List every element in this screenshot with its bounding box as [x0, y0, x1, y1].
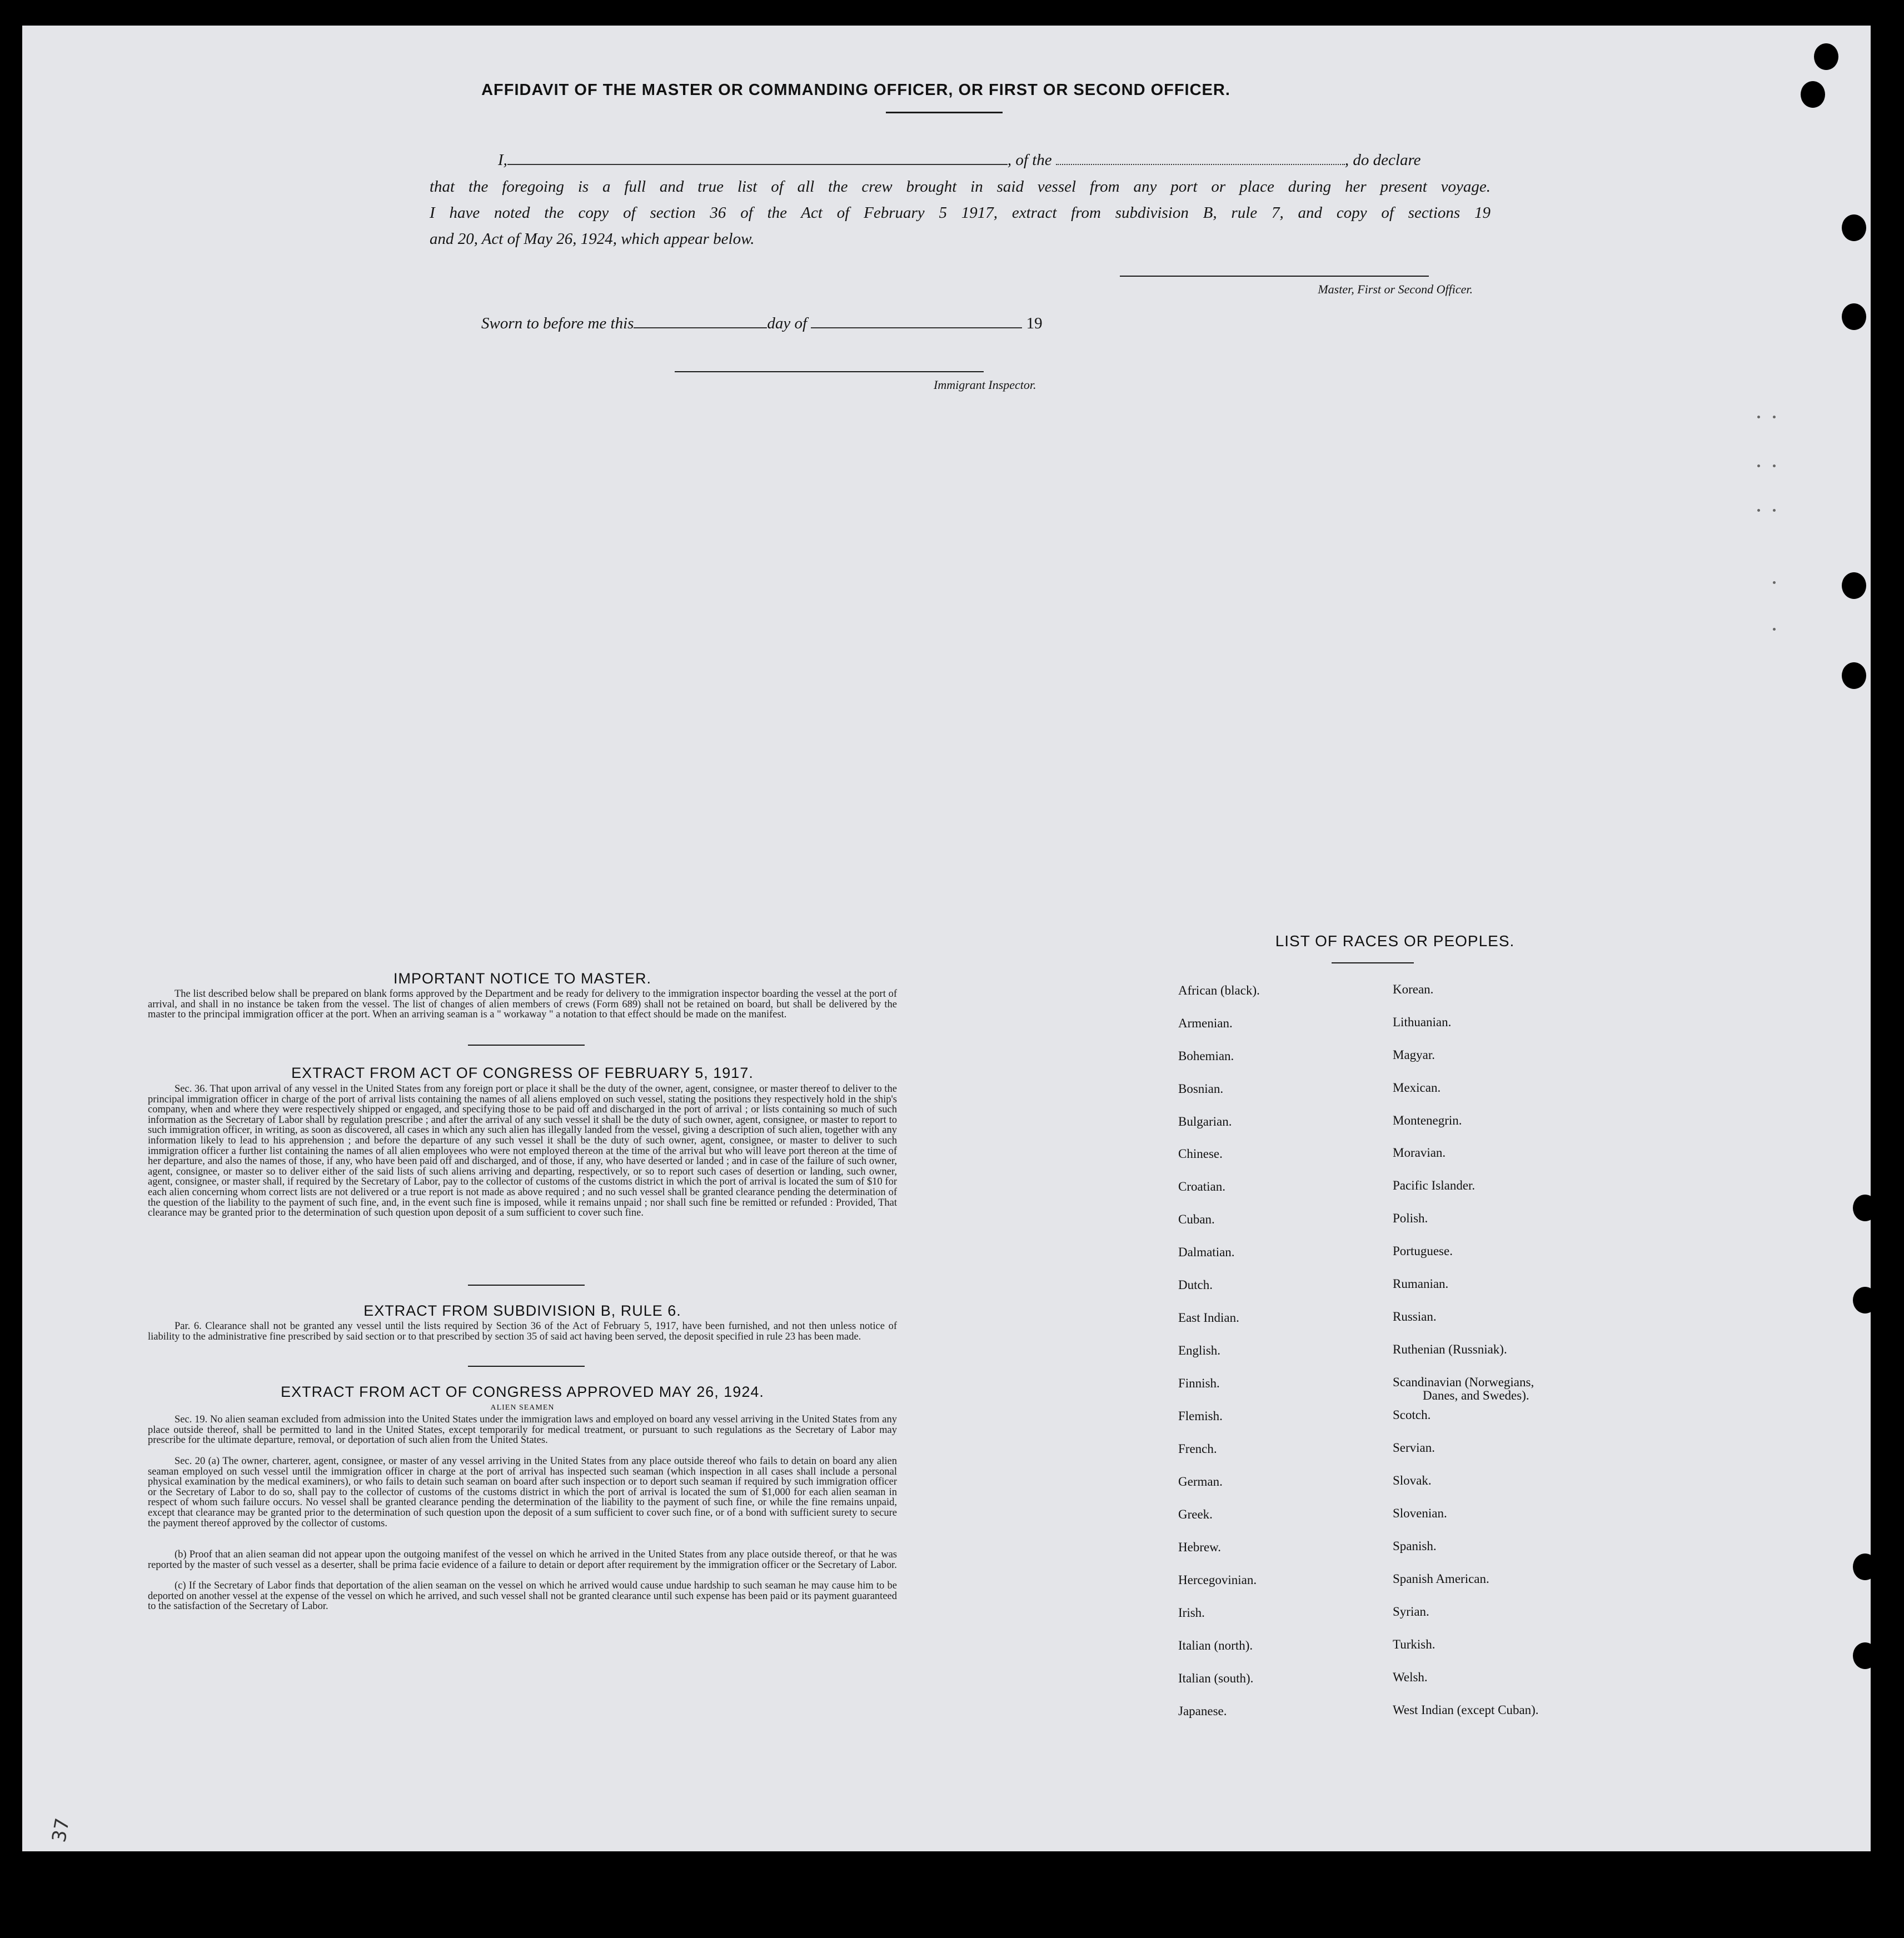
- race-item: French.: [1178, 1442, 1217, 1456]
- race-item: Magyar.: [1393, 1048, 1436, 1062]
- race-item: Hercegovinian.: [1178, 1573, 1257, 1587]
- race-item: Syrian.: [1393, 1605, 1429, 1619]
- race-item: Korean.: [1393, 982, 1434, 996]
- scan-speck: [1757, 416, 1760, 418]
- race-item: Dalmatian.: [1178, 1245, 1235, 1259]
- race-item: Scotch.: [1393, 1408, 1431, 1422]
- extract-1924-title: EXTRACT FROM ACT OF CONGRESS APPROVED MAY 26, 1924.: [281, 1383, 764, 1400]
- binder-hole: [1853, 1195, 1877, 1221]
- binder-hole: [1842, 303, 1866, 330]
- race-item: Scandinavian (Norwegians,: [1393, 1375, 1534, 1389]
- race-item: Slovenian.: [1393, 1506, 1447, 1520]
- affidavit-line2: that the foregoing is a full and true list of all the crew brought in said vessel from any port or place during her present voyage.: [430, 178, 1491, 196]
- race-item: Cuban.: [1178, 1212, 1215, 1226]
- sec20c-text: (c) If the Secretary of Labor finds that deportation of the alien seaman on the vessel on which he arrived would cause undue hardship to such seaman he may cause him to be deported on another vessel at the expense of the vessel on which he arrived, and such vessel shall not be granted clearance until such expense has been paid or its payment guaranteed to the satisfaction of the Secretary of Labor.: [148, 1580, 897, 1612]
- race-item: German.: [1178, 1475, 1223, 1489]
- scan-speck: [1773, 628, 1776, 631]
- binder-hole: [1853, 1642, 1877, 1669]
- race-item: Polish.: [1393, 1211, 1428, 1225]
- year-label: 19: [1026, 314, 1043, 332]
- sworn-day-field[interactable]: [634, 325, 767, 328]
- notice-text: The list described below shall be prepared on blank forms approved by the Department and be ready for delivery to the immigration inspector boarding the vessel at the port of arrival, and shall in no instance be taken from the vessel. The list of changes of alien members of crews (Form 689) shall not be retained on board, but shall be delivered by the master to the principal immigration officer at the port. When an arriving seaman is a " workaway " a notation to that effect should be made on the manifest.: [148, 988, 897, 1021]
- race-item: Montenegrin.: [1393, 1113, 1462, 1127]
- race-item: Spanish American.: [1393, 1572, 1489, 1586]
- binder-hole: [1853, 1554, 1877, 1580]
- handwritten-page-number: 37: [48, 1816, 74, 1844]
- race-item: Ruthenian (Russniak).: [1393, 1342, 1507, 1356]
- inspector-signature-line[interactable]: [675, 371, 984, 372]
- race-item: Mexican.: [1393, 1081, 1441, 1095]
- race-item-continuation: Danes, and Swedes).: [1423, 1388, 1529, 1402]
- sec20b-text: (b) Proof that an alien seaman did not appear upon the outgoing manifest of the vessel on which he arrived in the United States from any place outside thereof, or that he was reported by the master of such vessel as a deserter, shall be prima facie evidence of a failure to detain or deport after requirement by the immigration officer or the Secretary of Labor.: [148, 1549, 897, 1571]
- sworn-label: Sworn to before me this: [481, 314, 634, 332]
- affidavit-line1: [498, 151, 1491, 169]
- name-field[interactable]: [507, 162, 1008, 165]
- race-item: Italian (south).: [1178, 1671, 1254, 1685]
- binder-hole: [1842, 662, 1866, 689]
- race-item: English.: [1178, 1343, 1221, 1357]
- race-item: Welsh.: [1393, 1670, 1428, 1684]
- scan-speck: [1773, 509, 1776, 512]
- do-declare-label: , do declare: [1344, 151, 1421, 169]
- scan-speck: [1757, 464, 1760, 467]
- race-item: Greek.: [1178, 1507, 1213, 1521]
- race-item: Moravian.: [1393, 1146, 1446, 1160]
- scan-speck: [1773, 416, 1776, 418]
- race-item: Servian.: [1393, 1441, 1436, 1455]
- race-item: West Indian (except Cuban).: [1393, 1703, 1539, 1717]
- subdivision-b-title: EXTRACT FROM SUBDIVISION B, RULE 6.: [363, 1302, 681, 1319]
- sworn-month-field[interactable]: [811, 325, 1022, 328]
- races-title-rule: [1332, 962, 1414, 963]
- race-item: African (black).: [1178, 983, 1260, 997]
- race-item: Finnish.: [1178, 1376, 1220, 1390]
- of-the-label: , of the: [1007, 151, 1052, 169]
- race-item: Italian (north).: [1178, 1639, 1253, 1652]
- race-item: Bohemian.: [1178, 1049, 1234, 1063]
- vessel-field[interactable]: [1056, 162, 1345, 165]
- extract-1917-text: Sec. 36. That upon arrival of any vessel in the United States from any foreign port or place it shall be the duty of the owner, agent, consignee, or master thereof to deliver to the principal immigration officer in charge of the port of arrival lists containing the names of all aliens employed on such vessel, stating the positions they respectively hold in the ship's company, when and where they were respectively shipped or engaged, and specifying those to be paid off and discharged in the port of arrival ; or lists containing so much of such information as the Secretary of Labor shall by regulation prescribe ; and after the arrival of any such vessel it shall be the duty of such owner, agent, consignee, or master to report to such immigration officer, in writing, as soon as discovered, all cases in which any such alien has illegally landed from the vessel, giving a description of such alien, together with any information likely to lead to his apprehension ; and before the departure of any such vessel it shall be the duty of such owner, agent, consignee, or master to deliver to such immigration officer a further list containing the names of all alien employees who were not employed thereon at the time of the arrival but who will leave port thereon at the time of her departure, and also the names of those, if any, who have been paid off and discharged, and of those, if any, who have deserted or landed ; and in case of the failure of such owner, agent, consignee, or master so to deliver either of the said lists of such aliens arriving and departing, respectively, or so to report such cases of desertion or landing, such owner, agent, consignee, or master shall, if required by the Secretary of Labor, pay to the collector of customs of the customs district in which the port of arrival is located the sum of $10 for each alien concerning whom correct lists are not delivered or a true report is not made as above required ; and no such vessel shall be granted clearance pending the determination of the question of the liability to the payment of such fine, and, in the event such fine is imposed, while it remains unpaid ; nor shall such fine be remitted or refunded : Provided, That clearance may be granted prior to the determination of such question upon deposit of a sum sufficient to cover such fine.: [148, 1083, 897, 1219]
- i-label: I,: [498, 151, 507, 169]
- races-title: LIST OF RACES OR PEOPLES.: [1275, 932, 1515, 950]
- scan-speck: [1773, 581, 1776, 584]
- race-item: Turkish.: [1393, 1637, 1436, 1651]
- section-rule: [468, 1285, 585, 1286]
- extract-1917-title: EXTRACT FROM ACT OF CONGRESS OF FEBRUARY 5, 1917.: [291, 1065, 754, 1081]
- scan-speck: [1757, 509, 1760, 512]
- race-item: Rumanian.: [1393, 1277, 1449, 1291]
- race-item: Hebrew.: [1178, 1540, 1222, 1554]
- subdivision-b-text: Par. 6. Clearance shall not be granted any vessel until the lists required by Section 36 of the Act of February 5, 1917, have been furnished, and not then unless notice of liability to the administrative fine prescribed by said section or to that prescribed by section 35 of said act having been served, the deposit specified in rule 23 has been made.: [148, 1321, 897, 1342]
- inspector-signature-label: Immigrant Inspector.: [934, 378, 1036, 392]
- document-page: [22, 26, 1871, 1851]
- sec20a-text: Sec. 20 (a) The owner, charterer, agent, consignee, or master of any vessel arriving in the United States from any place outside thereof who fails to detain on board any alien seaman employed on such vessel until the immigration officer in charge at the port of arrival has inspected such seaman (which inspection in all cases shall include a personal physical examination by the medical examiners), or who fails to detain such seaman on board after such inspection or to deport such seaman if required by such immigration officer or the Secretary of Labor to do so, shall pay to the collector of customs of the customs district in which the port of arrival is located the sum of $1,000 for each alien seaman in respect of whom such failure occurs. No vessel shall be granted clearance pending the determination of the liability to the payment of such fine, or while the fine remains unpaid, except that clearance may be granted prior to the determination of such question upon the deposit of a sum sufficient to cover such fine, or of a bond with sufficient surety to secure the payment thereof approved by the collector of customs.: [148, 1456, 897, 1529]
- master-signature-label: Master, First or Second Officer.: [1318, 282, 1473, 296]
- race-item: Bulgarian.: [1178, 1115, 1232, 1128]
- sworn-line: [481, 314, 1148, 333]
- affidavit-line3: I have noted the copy of section 36 of the Act of February 5 1917, extract from subdivision B, rule 7, and copy of sections 19: [430, 204, 1491, 222]
- day-of-label: day of: [767, 314, 808, 332]
- affidavit-title: AFFIDAVIT OF THE MASTER OR COMMANDING OFFICER, OR FIRST OR SECOND OFFICER.: [481, 81, 1230, 99]
- binder-hole: [1801, 81, 1825, 108]
- race-item: Flemish.: [1178, 1409, 1223, 1423]
- affidavit-line4: and 20, Act of May 26, 1924, which appear below.: [430, 230, 755, 248]
- race-item: Bosnian.: [1178, 1082, 1224, 1096]
- race-item: Dutch.: [1178, 1278, 1213, 1292]
- race-item: Lithuanian.: [1393, 1015, 1452, 1029]
- binder-hole: [1814, 43, 1838, 70]
- race-item: East Indian.: [1178, 1311, 1239, 1325]
- race-item: Chinese.: [1178, 1147, 1223, 1161]
- sec19-text: Sec. 19. No alien seaman excluded from admission into the United States under the immigration laws and employed on board any vessel arriving in the United States from any place outside thereof, shall be permitted to land in the United States, except temporarily for medical treatment, or pursuant to such regulations as the Secretary of Labor may prescribe for the ultimate departure, removal, or deportation of such alien from the United States.: [148, 1414, 897, 1446]
- master-signature-line[interactable]: [1120, 276, 1429, 277]
- notice-title: IMPORTANT NOTICE TO MASTER.: [393, 970, 652, 987]
- race-item: Pacific Islander.: [1393, 1178, 1476, 1192]
- race-item: Spanish.: [1393, 1539, 1437, 1553]
- race-item: Portuguese.: [1393, 1244, 1453, 1258]
- scan-speck: [1773, 464, 1776, 467]
- section-rule: [468, 1366, 585, 1367]
- race-item: Armenian.: [1178, 1016, 1233, 1030]
- race-item: Japanese.: [1178, 1704, 1227, 1718]
- race-item: Irish.: [1178, 1606, 1205, 1620]
- race-item: Slovak.: [1393, 1474, 1432, 1487]
- title-rule: [886, 112, 1003, 113]
- binder-hole: [1853, 1287, 1877, 1313]
- binder-hole: [1842, 214, 1866, 241]
- alien-seamen-subtitle: ALIEN SEAMEN: [490, 1403, 555, 1412]
- binder-hole: [1842, 572, 1866, 599]
- section-rule: [468, 1045, 585, 1046]
- race-item: Croatian.: [1178, 1180, 1225, 1193]
- race-item: Russian.: [1393, 1310, 1437, 1323]
